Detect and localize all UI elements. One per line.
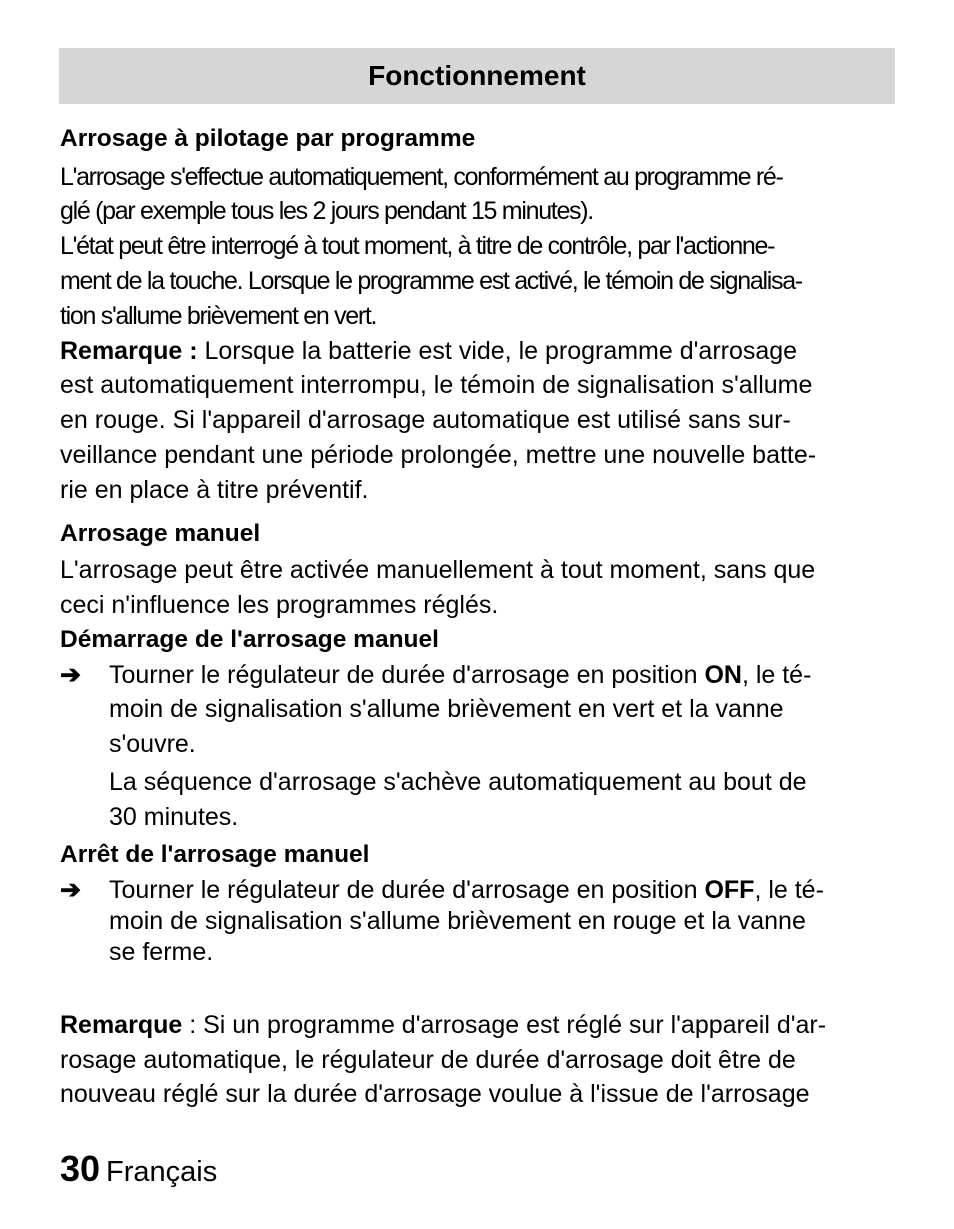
- paragraph-line: ceci n'influence les programmes réglés.: [60, 591, 499, 619]
- paragraph-line: L'état peut être interrogé à tout moment, à titre de contrôle, par l'actionne-: [60, 232, 775, 260]
- heading-program-watering: Arrosage à pilotage par programme: [60, 125, 476, 152]
- arrow-right-icon: ➔: [60, 876, 81, 904]
- step-text: Tourner le régulateur de durée d'arrosage en position: [109, 876, 705, 904]
- step-line: se ferme.: [109, 938, 214, 966]
- paragraph-line: glé (par exemple tous les 2 jours pendant 15 minutes).: [60, 197, 593, 225]
- paragraph-line: tion s'allume brièvement en vert.: [60, 302, 377, 330]
- note-label: Remarque :: [60, 337, 198, 365]
- note-text: Lorsque la batterie est vide, le programme d'arrosage: [197, 337, 798, 365]
- step-first-line: [109, 875, 824, 905]
- step-extra-line: La séquence d'arrosage s'achève automatiquement au bout de: [109, 768, 807, 796]
- page-footer: [60, 1148, 217, 1190]
- arrow-right-icon: ➔: [60, 661, 81, 689]
- note-line: rosage automatique, le régulateur de durée d'arrosage doit être de: [60, 1046, 796, 1074]
- step-text: Tourner le régulateur de durée d'arrosage en position: [109, 661, 705, 689]
- final-note-first-line: [60, 1010, 826, 1040]
- section-header-bar: [59, 48, 895, 104]
- step-text: , le té-: [754, 876, 824, 904]
- note-line: est automatiquement interrompu, le témoin de signalisation s'allume: [60, 371, 813, 399]
- heading-start-manual: Démarrage de l'arrosage manuel: [60, 626, 439, 653]
- note-line: rie en place à titre préventif.: [60, 476, 369, 504]
- step-line: s'ouvre.: [109, 730, 196, 758]
- step-line: moin de signalisation s'allume brièvement en vert et la vanne: [109, 695, 784, 723]
- step-bold-value: ON: [704, 661, 742, 689]
- note-first-line: [60, 336, 797, 366]
- note-label: Remarque: [60, 1011, 183, 1039]
- step-first-line: [109, 660, 811, 690]
- step-extra-line: 30 minutes.: [109, 803, 239, 831]
- note-text: : Si un programme d'arrosage est réglé sur l'appareil d'ar-: [182, 1011, 827, 1039]
- note-line: veillance pendant une période prolongée, mettre une nouvelle batte-: [60, 441, 817, 469]
- paragraph-line: L'arrosage s'effectue automatiquement, conformément au programme ré-: [60, 163, 783, 191]
- step-text: , le té-: [741, 661, 812, 689]
- paragraph-line: L'arrosage peut être activée manuellement à tout moment, sans que: [60, 556, 816, 584]
- step-line: moin de signalisation s'allume brièvement en rouge et la vanne: [109, 907, 806, 935]
- footer-language: Français: [106, 1156, 218, 1188]
- heading-stop-manual: Arrêt de l'arrosage manuel: [60, 841, 370, 868]
- note-line: nouveau réglé sur la durée d'arrosage voulue à l'issue de l'arrosage: [60, 1080, 810, 1108]
- paragraph-line: ment de la touche. Lorsque le programme est activé, le témoin de signalisa-: [60, 267, 802, 295]
- page-number: 30: [60, 1148, 101, 1189]
- section-title: Fonctionnement: [368, 60, 586, 91]
- heading-manual-watering: Arrosage manuel: [60, 520, 261, 547]
- step-bold-value: OFF: [704, 876, 755, 904]
- note-line: en rouge. Si l'appareil d'arrosage automatique est utilisé sans sur-: [60, 406, 791, 434]
